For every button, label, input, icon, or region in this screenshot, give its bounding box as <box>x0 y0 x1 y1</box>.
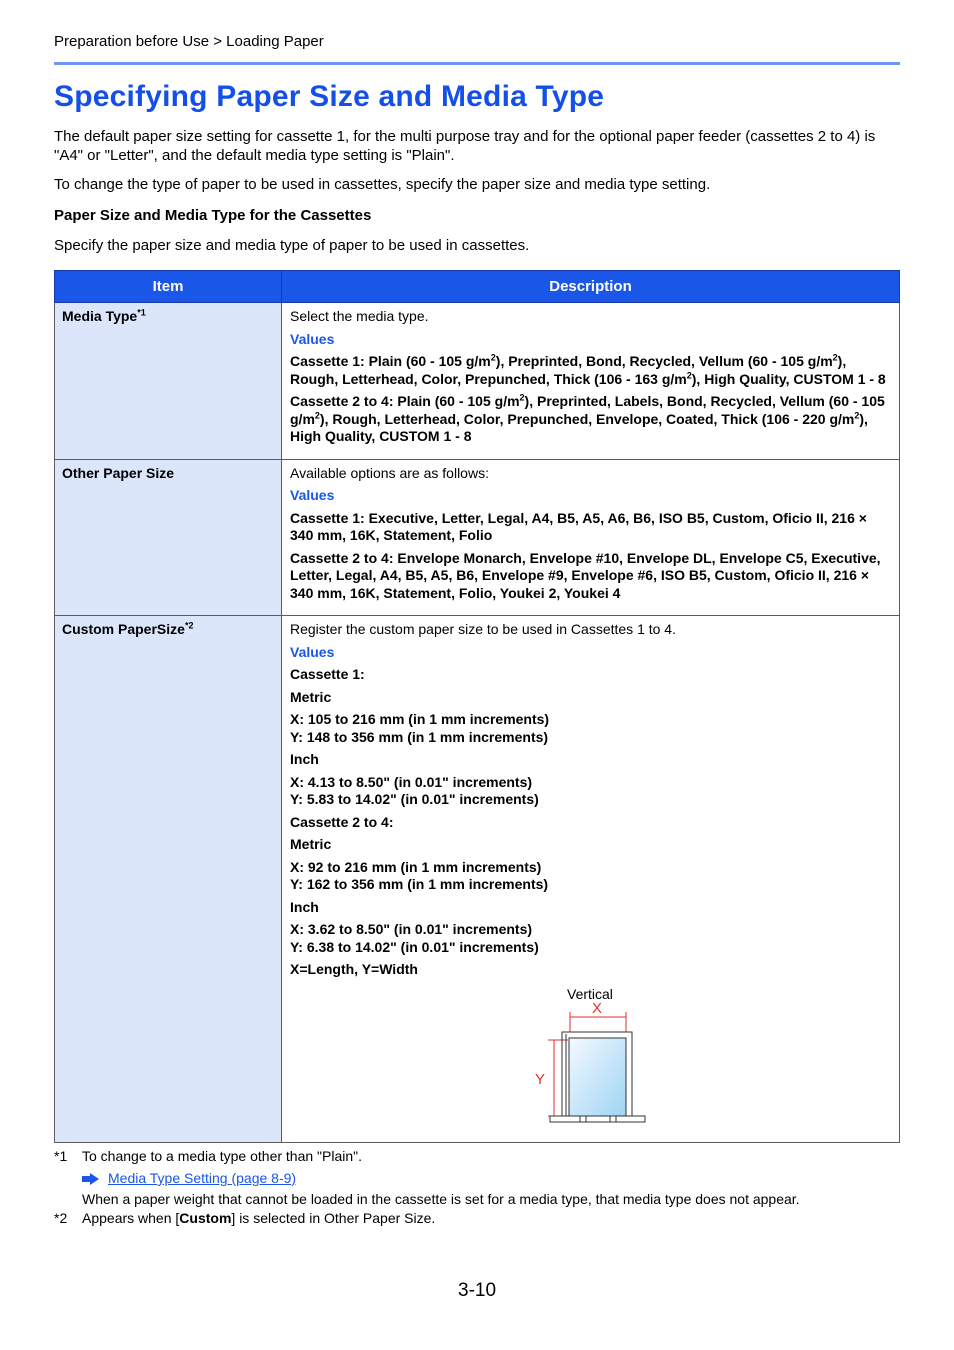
reference-link-row <box>82 1169 900 1188</box>
values-label: Values <box>290 487 335 503</box>
description-cell <box>282 459 900 616</box>
description-text: Register the custom paper size to be used in Cassettes 1 to 4. <box>290 621 676 637</box>
custom-keyword: Custom <box>179 1210 232 1226</box>
description-text: Select the media type. <box>290 308 429 324</box>
metric-heading: Metric <box>290 688 332 705</box>
footnote-ref: *1 <box>137 307 146 318</box>
intro-paragraph-1: The default paper size setting for cassette 1, for the multi purpose tray and for the optional paper feeder (cassettes 2 to 4) is "A4" or "Letter", and the default media type setting is "Plain". <box>54 128 876 164</box>
metric-heading: Metric <box>290 836 332 852</box>
cassette-1-inch-range: X: 4.13 to 8.50" (in 0.01" increments) Y: 5.83 to 14.02" (in 0.01" increments) <box>290 773 539 807</box>
item-label: Other Paper Size <box>62 464 175 481</box>
values-label: Values <box>290 330 335 347</box>
description-text: Available options are as follows: <box>290 464 489 481</box>
breadcrumb: Preparation before Use > Loading Paper <box>54 33 324 50</box>
header-rule <box>54 62 900 65</box>
footnote-2: *2 Appears when [Custom] is selected in Other Paper Size. <box>54 1210 436 1226</box>
item-cell <box>55 616 282 1143</box>
section-subheading: Paper Size and Media Type for the Cassettes <box>54 207 372 224</box>
page-number: 3-10 <box>458 1280 497 1301</box>
item-label: Media Type <box>62 308 138 324</box>
section-intro: Specify the paper size and media type of paper to be used in cassettes. <box>54 237 530 254</box>
description-cell <box>282 616 900 1143</box>
cassette-2-4-sizes: Cassette 2 to 4: Envelope Monarch, Envelope #10, Envelope DL, Envelope C5, Executive, Letter, Legal, A4, B5, A5, B6, Envelope #9, Envelope #6, ISO B5, Custom, Oficio II, 216 × 340 mm, 16K, Statement, Folio, Youkei 2, Youkei 4 <box>290 549 881 601</box>
inch-heading: Inch <box>290 751 319 767</box>
footnote-text: When a paper weight that cannot be loaded in the cassette is set for a media type, that media type does not appear. <box>82 1191 800 1207</box>
cassette-2-4-metric-range: X: 92 to 216 mm (in 1 mm increments) Y: 162 to 356 mm (in 1 mm increments) <box>290 858 549 892</box>
arrow-right-icon <box>82 1173 100 1185</box>
footnote-1 <box>54 1147 900 1166</box>
cassette-1-heading: Cassette 1: <box>290 666 365 682</box>
page-title: Specifying Paper Size and Media Type <box>54 80 605 113</box>
x-label: X <box>592 999 603 1017</box>
vertical-label: Vertical <box>567 985 613 1002</box>
footnote-marker: *2 <box>54 1210 68 1226</box>
cassette-2-4-inch-range: X: 3.62 to 8.50" (in 0.01" increments) Y: 6.38 to 14.02" (in 0.01" increments) <box>290 921 539 955</box>
table-row-custom-paper-size <box>55 616 900 1143</box>
cassette-2-4-heading: Cassette 2 to 4: <box>290 813 394 830</box>
paper-diagram <box>290 984 900 1134</box>
item-cell <box>55 459 282 616</box>
column-header-item: Item <box>55 271 282 303</box>
cassette-1-metric-range: X: 105 to 216 mm (in 1 mm increments) Y: 148 to 356 mm (in 1 mm increments) <box>290 711 550 745</box>
xy-legend: X=Length, Y=Width <box>290 961 418 977</box>
y-label: Y <box>535 1070 546 1088</box>
table-row-other-paper-size <box>55 459 900 616</box>
footnote-marker: *1 <box>54 1148 68 1164</box>
description-cell <box>282 303 900 460</box>
footnote-1-detail <box>54 1190 900 1209</box>
cassette-1-media-types: Cassette 1: Plain (60 - 105 $g/m^2$), Preprinted, Bond, Recycled, Vellum (60 - 105 $g/m^2$), Rough, Letterhead, Color, Prepunched, Thick (106 - 163 $g/m^2$), High Quality, CUSTOM 1 - 8 <box>290 352 886 387</box>
values-label: Values <box>290 643 335 660</box>
cassette-1-sizes: Cassette 1: Executive, Letter, Legal, A4, B5, A5, A6, B6, ISO B5, Custom, Oficio II, 216 × 340 mm, 16K, Statement, Folio <box>290 509 867 543</box>
item-label: Custom PaperSize <box>62 621 185 637</box>
item-cell <box>55 303 282 460</box>
footnote-text: To change to a media type other than "Plain". <box>82 1148 363 1164</box>
table-row-media-type <box>55 303 900 460</box>
inch-heading: Inch <box>290 898 319 915</box>
footnotes <box>54 1147 900 1228</box>
footnote-ref: *2 <box>184 620 194 631</box>
column-header-description: Description <box>282 271 900 303</box>
settings-table <box>54 270 900 1143</box>
cassette-2-4-media-types: Cassette 2 to 4: Plain (60 - 105 $g/m^2$), Preprinted, Labels, Bond, Recycled, Vellum (60 - 105 $g/m^2$), Rough, Letterhead, Color, Prepunched, Envelope, Coated, Thick (106 - 220 $g/m^2$), High Quality, CUSTOM 1 - 8 <box>290 392 885 444</box>
paper-orientation-figure <box>290 984 900 1134</box>
intro-paragraph-2: To change the type of paper to be used in cassettes, specify the paper size and media type setting. <box>54 176 711 193</box>
media-type-setting-link[interactable]: Media Type Setting (page 8-9) <box>108 1170 297 1186</box>
